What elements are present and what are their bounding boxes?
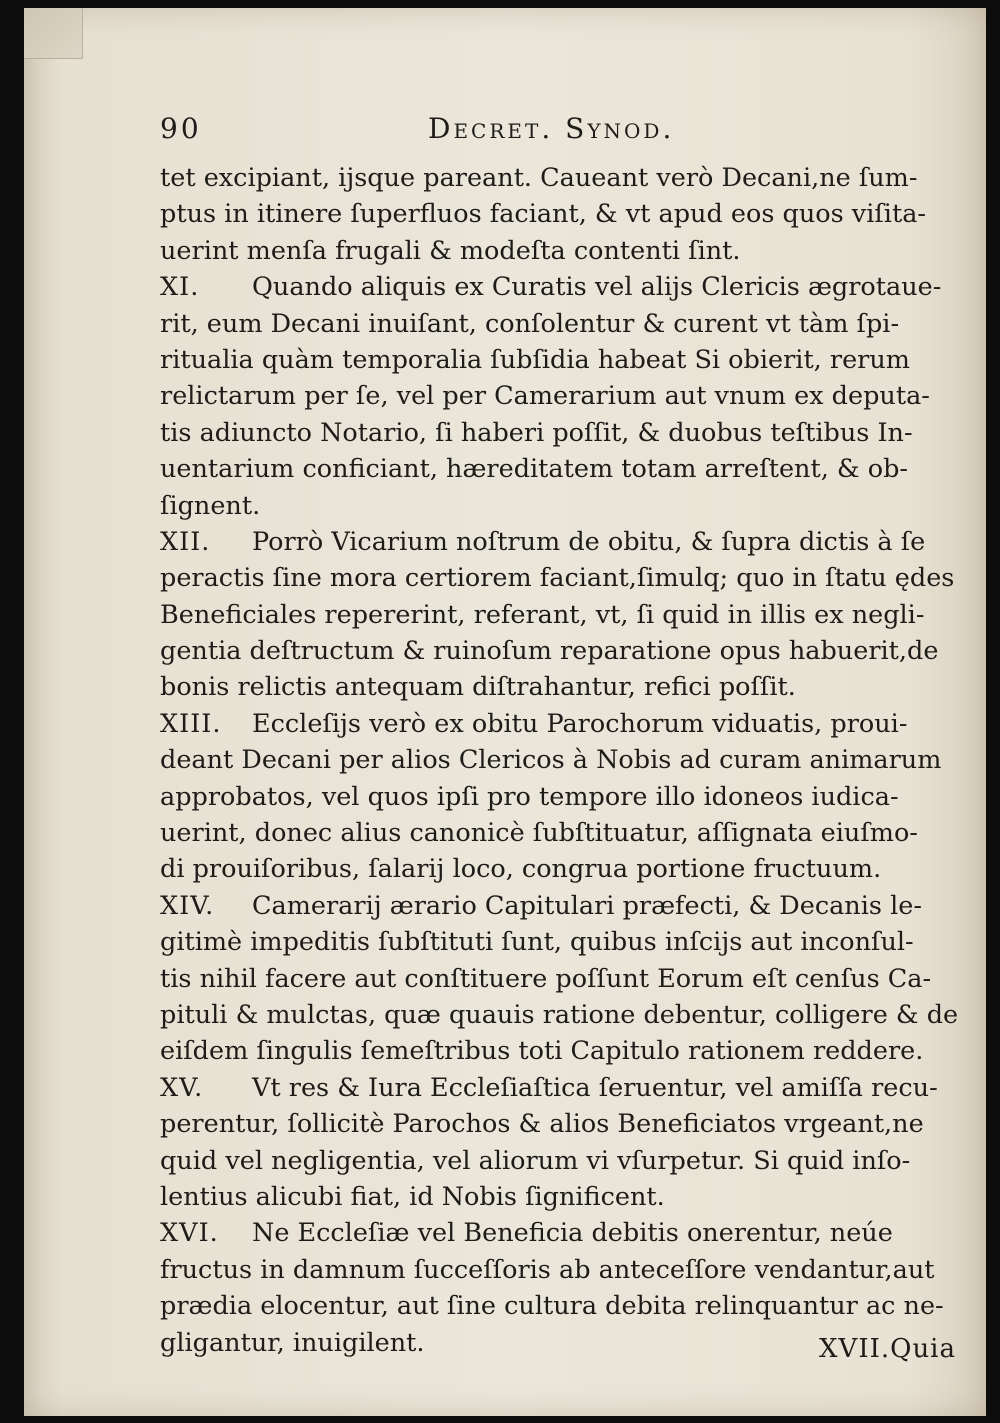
text-line: di prouiſoribus, ſalarij loco, congrua portione fructuum. <box>160 854 882 885</box>
article-number: XVI. <box>160 1218 219 1249</box>
text-line: lentius alicubi fiat, id Nobis ſignificent. <box>160 1181 665 1212</box>
article-text: Eccleſijs verò ex obitu Parochorum viduatis, proui- <box>252 708 908 739</box>
text-line: rit, eum Decani inuiſant, conſolentur & curent vt tàm ſpi- <box>160 308 900 339</box>
text-line: tis nihil facere aut conſtituere poſſunt Eorum eſt cenſus Ca- <box>160 963 932 994</box>
text-line: pituli & mulctas, quæ quauis ratione debentur, colligere & de <box>160 999 959 1030</box>
page-header <box>160 112 960 156</box>
catchword: XVII.Quia <box>819 1334 956 1364</box>
body-text <box>160 160 960 1361</box>
article-text: Porrò Vicarium noſtrum de obitu, & ſupra dictis à ſe <box>252 526 926 557</box>
text-line: tis adiuncto Notario, ſi haberi poſſit, & duobus teſtibus In- <box>160 417 913 448</box>
text-line: relictarum per ſe, vel per Camerarium aut vnum ex deputa- <box>160 381 930 412</box>
text-line: gitimè impeditis ſubſtituti ſunt, quibus inſcijs aut inconſul- <box>160 927 914 958</box>
article-number: XIII. <box>160 708 222 739</box>
text-line: ptus in itinere ſuperfluos faciant, & vt apud eos quos viſita- <box>160 199 927 230</box>
text-line: perentur, ſollicitè Parochos & alios Beneficiatos vrgeant,ne <box>160 1109 924 1140</box>
text-line <box>160 1215 960 1251</box>
text-line: deant Decani per alios Clericos à Nobis ad curam animarum <box>160 745 942 776</box>
article-number: XIV. <box>160 890 215 921</box>
text-line: Beneficiales repererint, referant, vt, ſi quid in illis ex negli- <box>160 599 925 630</box>
text-line <box>160 1070 960 1106</box>
page-number: 90 <box>160 112 202 145</box>
page-corner-fold <box>24 8 83 59</box>
text-line: uentarium conficiant, hæreditatem totam arreſtent, & ob- <box>160 454 909 485</box>
running-title: Decret. Synod. <box>428 112 675 145</box>
article-number: XI. <box>160 272 200 303</box>
text-line: ſignent. <box>160 490 261 521</box>
text-line: peractis ſine mora certiorem faciant,ſimulq; quo in ſtatu ędes <box>160 563 955 594</box>
text-line <box>160 269 960 305</box>
article-number: XII. <box>160 526 211 557</box>
text-line: quid vel negligentia, vel aliorum vi vſurpetur. Si quid inſo- <box>160 1145 911 1176</box>
article-text: Camerarij ærario Capitulari præfecti, & Decanis le- <box>252 890 922 921</box>
text-line: fructus in damnum ſucceſſoris ab anteceſſore vendantur,aut <box>160 1254 935 1285</box>
text-line: tet excipiant, ijsque pareant. Caueant verò Decani,ne ſum- <box>160 163 918 193</box>
text-line: gentia deſtructum & ruinoſum reparatione opus habuerit,de <box>160 636 939 667</box>
text-line: approbatos, vel quos ipſi pro tempore illo idoneos iudica- <box>160 781 899 812</box>
text-line: prædia elocentur, aut ſine cultura debita relinquantur ac ne- <box>160 1291 944 1322</box>
article-text: Ne Eccleſiæ vel Beneficia debitis onerentur, neúe <box>252 1218 893 1249</box>
article-text: Quando aliquis ex Curatis vel alijs Clericis ægrotaue- <box>252 272 942 303</box>
text-line: uerint menſa frugali & modeſta contenti ſint. <box>160 235 741 266</box>
text-line <box>160 524 960 560</box>
article-number: XV. <box>160 1072 204 1103</box>
text-line: gligantur, inuigilent. <box>160 1327 425 1358</box>
text-line <box>160 706 960 742</box>
text-line: bonis relictis antequam diſtrahantur, refici poſſit. <box>160 672 796 703</box>
text-line: ritualia quàm temporalia ſubſidia habeat Si obierit, rerum <box>160 344 910 375</box>
text-line: uerint, donec alius canonicè ſubſtituatur, aſſignata eiuſmo- <box>160 818 918 849</box>
text-line <box>160 888 960 924</box>
article-text: Vt res & Iura Eccleſiaſtica ſeruentur, vel amiſſa recu- <box>252 1072 938 1103</box>
text-line: eiſdem ſingulis ſemeſtribus toti Capitulo rationem reddere. <box>160 1036 924 1067</box>
